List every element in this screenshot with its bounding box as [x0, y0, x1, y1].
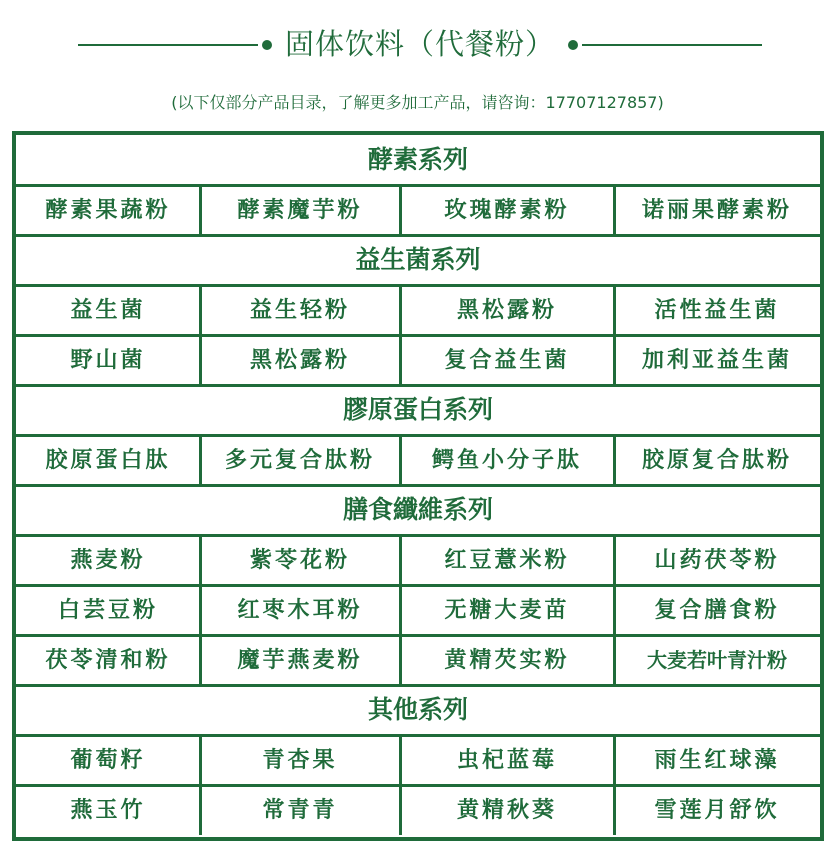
product-cell: 酵素魔芋粉	[237, 197, 363, 223]
product-cell: 黄精芡实粉	[444, 647, 570, 673]
product-cell: 红豆薏米粉	[444, 547, 570, 573]
title-dot-right	[568, 40, 578, 50]
title-dot-left	[262, 40, 272, 50]
section-heading: 酵素系列	[367, 145, 468, 174]
product-cell: 玫瑰酵素粉	[444, 197, 570, 223]
product-cell: 胶原复合肽粉	[641, 447, 792, 473]
product-cell: 加利亚益生菌	[641, 347, 792, 373]
product-cell: 复合膳食粉	[654, 597, 780, 623]
product-cell: 燕麦粉	[70, 547, 146, 573]
section-heading: 膳食纖維系列	[342, 495, 493, 524]
product-cell: 诺丽果酵素粉	[641, 197, 792, 223]
product-cell: 胶原蛋白肽	[45, 447, 171, 473]
product-cell: 益生轻粉	[249, 297, 350, 323]
product-cell: 山药茯苓粉	[654, 547, 780, 573]
product-cell: 野山菌	[70, 347, 146, 373]
title-row	[0, 18, 835, 70]
product-cell: 雨生红球藻	[654, 747, 780, 773]
page-subtitle: (以下仅部分产品目录，了解更多加工产品，请咨询：17707127857)	[171, 93, 664, 112]
product-cell: 大麦若叶青汁粉	[647, 648, 787, 672]
product-cell: 活性益生菌	[654, 297, 780, 323]
product-cell: 复合益生菌	[444, 347, 570, 373]
product-cell: 虫杞蓝莓	[456, 747, 557, 773]
product-cell: 无糖大麦苗	[444, 597, 570, 623]
product-cell: 黑松露粉	[249, 347, 350, 373]
product-cell: 益生菌	[70, 297, 146, 323]
page-title: 固体饮料（代餐粉）	[284, 27, 555, 61]
product-catalog-table	[12, 131, 824, 841]
section-heading: 膠原蛋白系列	[342, 395, 493, 424]
product-cell: 红枣木耳粉	[237, 597, 363, 623]
product-cell: 黄精秋葵	[456, 797, 557, 823]
product-cell: 葡萄籽	[70, 747, 146, 773]
product-cell: 紫苓花粉	[249, 547, 350, 573]
section-heading: 益生菌系列	[355, 245, 481, 274]
product-cell: 酵素果蔬粉	[45, 197, 171, 223]
product-cell: 青杏果	[262, 747, 338, 773]
product-cell: 多元复合肽粉	[224, 447, 375, 473]
title-divider-right	[582, 44, 762, 46]
product-cell: 茯苓清和粉	[45, 647, 171, 673]
product-cell: 魔芋燕麦粉	[237, 647, 363, 673]
title-divider-left	[78, 44, 258, 46]
product-cell: 鳄鱼小分子肽	[431, 447, 582, 473]
product-cell: 黑松露粉	[456, 297, 557, 323]
section-heading: 其他系列	[367, 695, 468, 724]
product-cell: 白芸豆粉	[57, 597, 158, 623]
product-cell: 常青青	[262, 797, 338, 823]
product-cell: 燕玉竹	[70, 797, 146, 823]
product-cell: 雪莲月舒饮	[654, 797, 780, 823]
